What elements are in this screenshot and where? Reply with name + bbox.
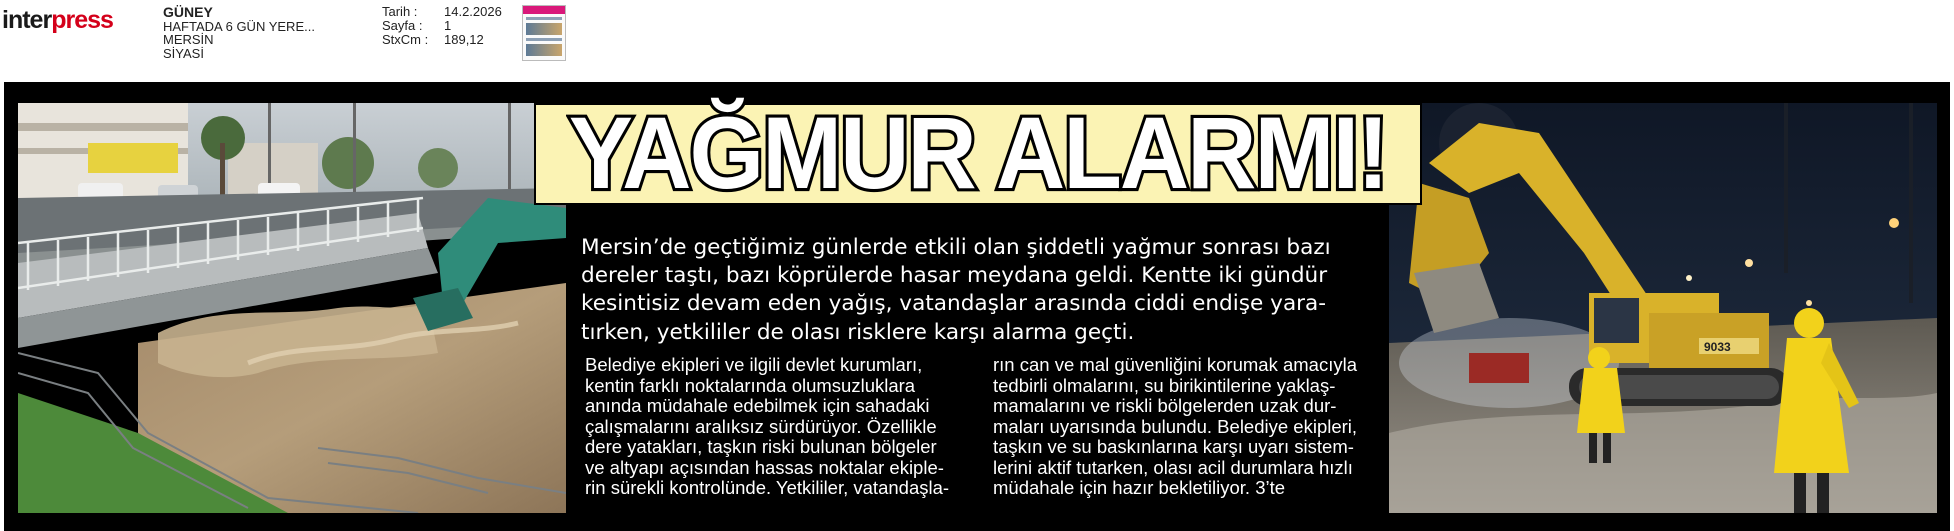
headline-box [534,96,1422,211]
flood-photo-left [18,103,566,513]
body-line: taşkın ve su baskınlarına karşı uyarı sistem- [993,436,1354,457]
body-line: çalışmalarını aralıksız sürdürüyor. Özellikle [585,415,937,437]
body-line: ve altyapı açısından hassas noktalar ekiple- [585,456,944,478]
thumbnail-line [526,38,562,41]
publication-city: MERSİN [163,32,214,47]
lead-line: dereler taştı, bazı köprülerde hasar meydana geldi. Kentte iki gündür [581,263,1328,289]
thumbnail-masthead [523,6,565,14]
body-line: tedbirli olmalarını, su birikintilerine yaklaş- [993,374,1336,396]
clipping-meta [382,5,502,47]
excavator-number: 9033 [1704,340,1731,354]
page-thumbnail[interactable] [522,5,566,61]
article-body-column-1 [585,355,981,499]
meta-label: StxCm : [382,32,429,47]
flooded-creek-image [18,103,566,513]
body-line: kentin farklı noktalarında olumsuzluklara [585,374,916,396]
body-line: lerini aktif tutarken, olası acil durumlara hızlı [993,456,1353,478]
flood-photo-right [1389,103,1937,513]
body-line: rin sürekli kontrolünde. Yetkililer, vatandaşla- [585,477,950,498]
body-line: dere yatakları, taşkın riski bulunan bölgeler [585,436,937,457]
publication-name: GÜNEY [163,4,213,20]
interpress-logo [2,6,113,35]
lead-line: Mersin’de geçtiğimiz günlerde etkili olan şiddetli yağmur sonrası bazı [581,235,1331,260]
meta-row-stxcm [382,33,502,47]
meta-value: 1 [444,18,452,33]
article-body-column-2 [993,355,1385,499]
article-lead [581,234,1386,347]
night-excavator-image [1389,103,1937,513]
meta-value: 14.2.2026 [444,4,502,19]
meta-row-date [382,5,502,19]
thumbnail-photo [526,44,562,56]
meta-row-page [382,19,502,33]
body-line: rın can ve mal güvenliğini korumak amacıyla [993,354,1357,375]
body-line: müdahale için hazır bekletiliyor. 3’te [993,477,1286,498]
thumbnail-line [526,17,562,20]
meta-value: 189,12 [444,32,484,47]
lead-line: tırken, yetkililer de olası risklere karşı alarma geçti. [581,319,1135,345]
publication-category: SİYASİ [163,45,204,61]
clipping-header [0,0,1954,80]
meta-label: Tarih : [382,4,418,19]
body-line: anında müdahale edebilmek için sahadaki [585,395,930,416]
clipping-frame [4,82,1950,531]
publication-slogan: HAFTADA 6 GÜN YERE... [163,18,315,34]
thumbnail-photo [526,23,562,35]
body-line: Belediye ekipleri ve ilgili devlet kurumları, [585,354,923,375]
lead-line: kesintisiz devam eden yağış, vatandaşlar arasında ciddi endişe yara- [581,291,1327,317]
meta-label: Sayfa : [382,18,423,33]
logo-accent-text: press [51,6,113,34]
article-headline: YAĞMUR ALARMI! [568,96,1388,211]
logo-main-text: inter [2,6,52,34]
body-line: maları uyarısında bulundu. Belediye ekipleri, [993,415,1358,437]
body-line: mamalarını ve riskli bölgelerden uzak dur- [993,395,1337,416]
publication-info [163,6,315,60]
